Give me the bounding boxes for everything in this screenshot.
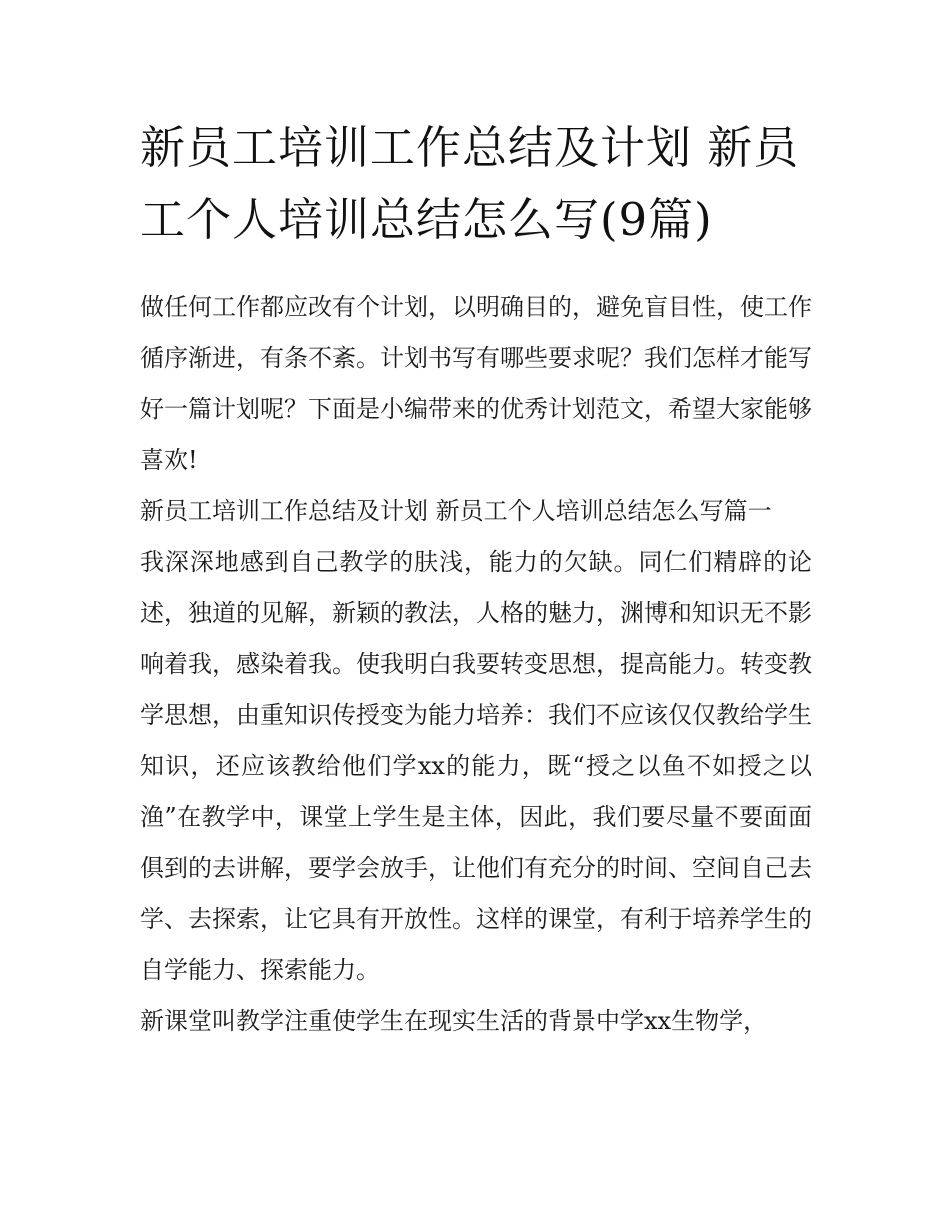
body-paragraph-continued: 新课堂叫教学注重使学生在现实生活的背景中学xx生物学， xyxy=(140,1007,768,1035)
section-heading: 新员工培训工作总结及计划 新员工个人培训总结怎么写篇一 xyxy=(140,497,772,525)
document-body xyxy=(140,282,812,1047)
body-paragraph: 我深深地感到自己教学的肤浅，能力的欠缺。同仁们精辟的论述，独道的见解，新颖的教法，人格的魅力，渊博和知识无不影响着我，感染着我。使我明白我要转变思想，提高能力。转变教学思想，由重知识传授变为能力培养：我们不应该仅仅教给学生知识，还应该教给他们学xx的能力，既“授之以鱼不如授之以渔”在教学中，课堂上学生是主体，因此，我们要尽量不要面面俱到的去讲解，要学会放手，让他们有充分的时间、空间自己去学、去探索，让它具有开放性。这样的课堂，有利于培养学生的自学能力、探索能力。 xyxy=(140,548,812,984)
document-page xyxy=(140,112,812,1047)
intro-paragraph: 做任何工作都应改有个计划，以明确目的，避免盲目性，使工作循序渐进，有条不紊。计划书写有哪些要求呢？我们怎样才能写好一篇计划呢？下面是小编带来的优秀计划范文，希望大家能够喜欢! xyxy=(140,293,812,474)
document-title: 新员工培训工作总结及计划 新员工个人培训总结怎么写(9篇) xyxy=(140,121,800,246)
